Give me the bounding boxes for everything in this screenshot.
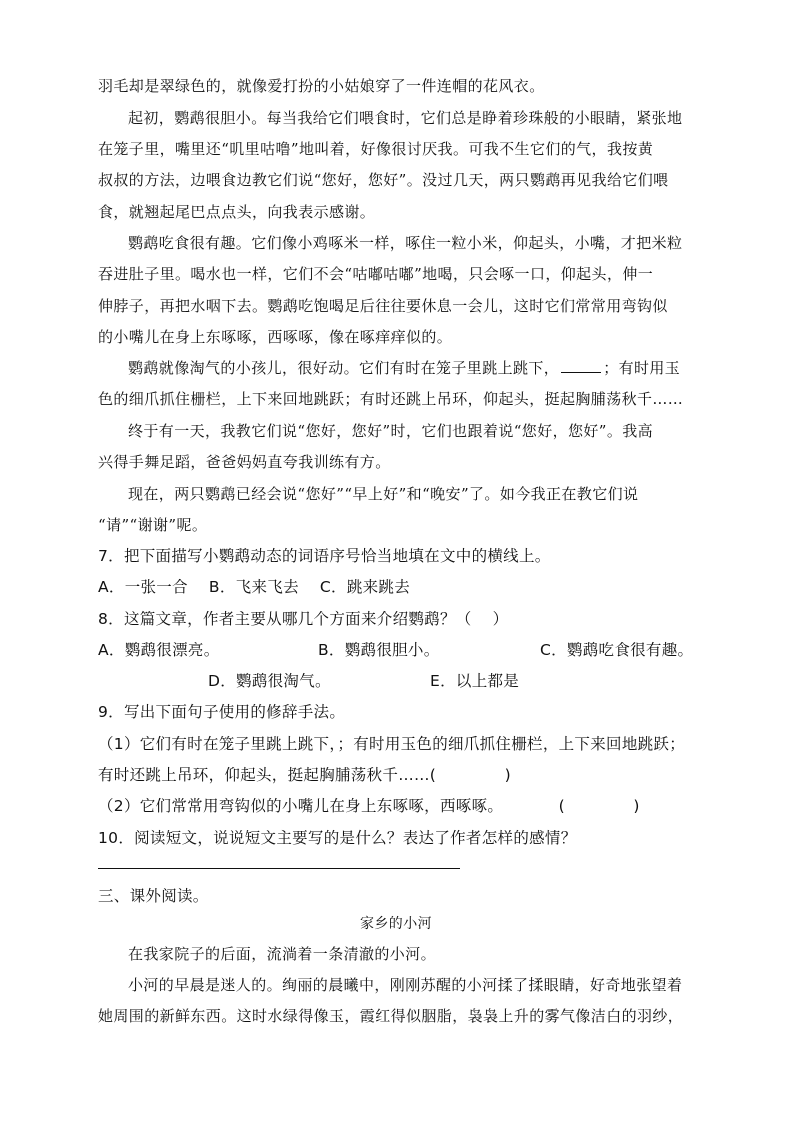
- question-9-part-1-cont: 有时还跳上吊环，仰起头，挺起胸脯荡秋千……( ): [98, 766, 511, 784]
- question-8: 8．这篇文章，作者主要从哪几个方面来介绍鹦鹉？（ ）: [98, 610, 509, 628]
- answer-line[interactable]: [98, 868, 460, 869]
- passage-line: 起初，鹦鹉很胆小。每当我给它们喂食时，它们总是睁着珍珠般的小眼睛，紧张地: [128, 109, 683, 127]
- passage-line: 的小嘴儿在身上东啄啄，西啄啄，像在啄痒痒似的。: [98, 328, 453, 346]
- passage-line: 终于有一天，我教它们说“您好，您好”时，它们也跟着说“您好，您好”。我高: [128, 422, 654, 440]
- fill-in-blank[interactable]: [561, 358, 601, 373]
- passage-line: “请”“谢谢”呢。: [98, 516, 208, 534]
- question-8-option-c: C．鹦鹉吃食很有趣。: [540, 641, 694, 659]
- passage-line: 食，就翘起尾巴点点头，向我表示感谢。: [98, 203, 376, 221]
- passage-line: 色的细爪抓住栅栏，上下来回地跳跃；有时还跳上吊环，仰起头，挺起胸脯荡秋千……: [98, 390, 684, 408]
- article-title: 家乡的小河: [360, 916, 432, 932]
- question-9-part-2: （2）它们常常用弯钩似的小嘴儿在身上东啄啄，西啄啄。 ( ): [98, 797, 640, 815]
- passage-line: 鹦鹉吃食很有趣。它们像小鸡啄米一样，啄住一粒小米，仰起头，小嘴，才把米粒: [128, 234, 683, 252]
- passage-line: 现在，两只鹦鹉已经会说“您好”“早上好”和“晚安”了。如今我正在教它们说: [128, 485, 639, 503]
- question-9: 9．写出下面句子使用的修辞手法。: [98, 703, 346, 721]
- section-heading: 三、课外阅读。: [98, 887, 209, 905]
- question-8-option-e: E．以上都是: [430, 672, 520, 690]
- question-8-option-b: B．鹦鹉很胆小。: [318, 641, 440, 659]
- passage-line: 伸脖子，再把水咽下去。鹦鹉吃饱喝足后往往要休息一会儿，这时它们常常用弯钩似: [98, 297, 668, 315]
- passage-line: 叔叔的方法，边喂食边教它们说“您好，您好”。没过几天，两只鹦鹉再见我给它们喂: [98, 171, 669, 189]
- question-7-options: A．一张一合 B．飞来飞去 C．跳来跳去: [98, 578, 411, 596]
- question-8-option-d: D．鹦鹉很淘气。: [208, 672, 331, 690]
- question-8-option-a: A．鹦鹉很漂亮。: [98, 641, 220, 659]
- question-9-part-1: （1）它们有时在笼子里跳上跳下，；有时用玉色的细爪抓住栅栏，上下来回地跳跃；: [98, 735, 686, 753]
- article-line: 小河的早晨是迷人的。绚丽的晨曦中，刚刚苏醒的小河揉了揉眼睛，好奇地张望着: [128, 976, 683, 994]
- passage-line: [128, 358, 680, 378]
- passage-line: 羽毛却是翠绿色的，就像爱打扮的小姑娘穿了一件连帽的花风衣。: [98, 77, 545, 95]
- passage-text: ；有时用玉: [603, 359, 681, 377]
- article-line: 她周围的新鲜东西。这时水绿得像玉，霞红得似胭脂，袅袅上升的雾气像洁白的羽纱，: [98, 1007, 684, 1025]
- passage-text: 鹦鹉就像淘气的小孩儿，很好动。它们有时在笼子里跳上跳下，: [128, 359, 560, 377]
- passage-line: 在笼子里，嘴里还“叽里咕噜”地叫着，好像很讨厌我。可我不生它们的气，我按黄: [98, 140, 654, 158]
- passage-line: 兴得手舞足蹈，爸爸妈妈直夸我训练有方。: [98, 453, 391, 471]
- article-line: 在我家院子的后面，流淌着一条清澈的小河。: [128, 945, 437, 963]
- question-10: 10．阅读短文，说说短文主要写的是什么？表达了作者怎样的感情？: [98, 829, 577, 847]
- question-7: 7．把下面描写小鹦鹉动态的词语序号恰当地填在文中的横线上。: [98, 547, 551, 565]
- passage-line: 吞进肚子里。喝水也一样，它们不会“咕嘟咕嘟”地喝，只会啄一口，仰起头，伸一: [98, 265, 654, 283]
